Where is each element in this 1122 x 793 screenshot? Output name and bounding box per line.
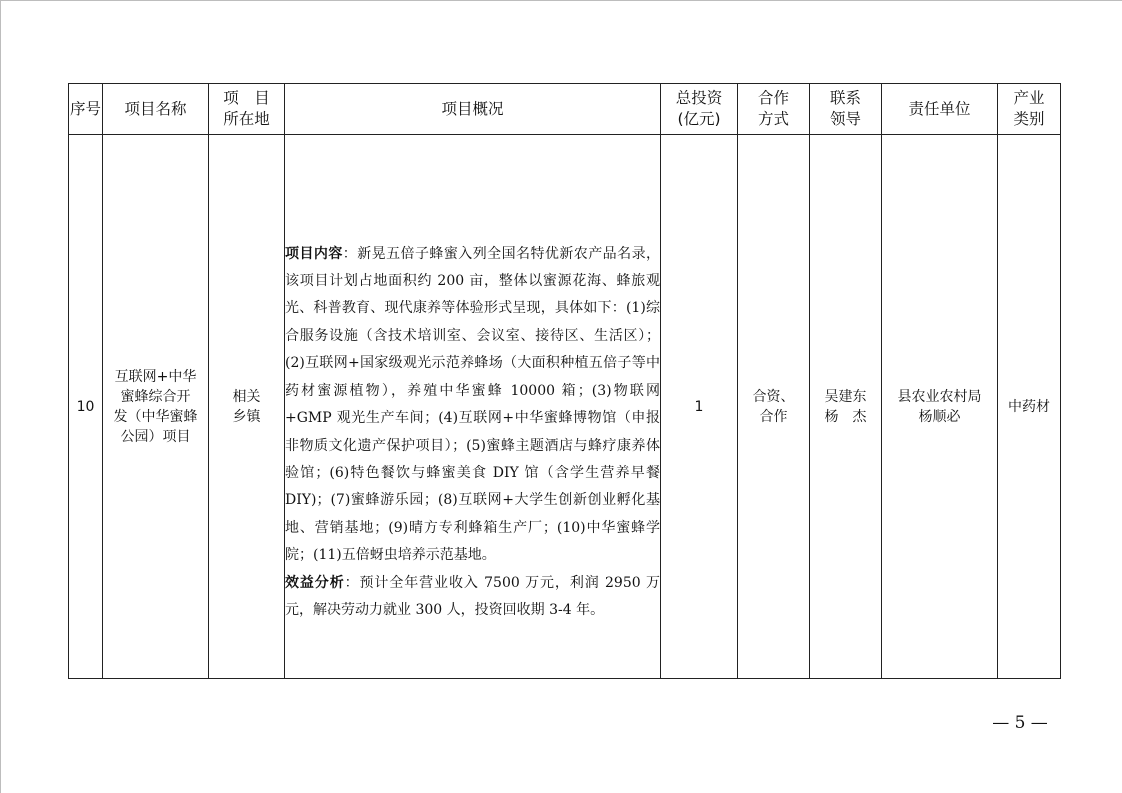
cell-location — [209, 135, 285, 679]
cell-investment — [661, 135, 738, 679]
seq-value: 10 — [76, 398, 95, 415]
header-overview — [285, 84, 661, 135]
cell-name — [103, 135, 209, 679]
header-location — [209, 84, 285, 135]
header-investment — [661, 84, 738, 135]
page-edge-left — [0, 0, 1, 793]
content-label: 项目内容 — [285, 245, 343, 262]
investment-value: 1 — [694, 398, 704, 415]
cell-overview — [285, 135, 661, 679]
header-investment-label: 总投资 (亿元) — [675, 89, 723, 128]
header-cooperation — [738, 84, 810, 135]
overview-text — [285, 189, 660, 625]
header-row — [69, 84, 1061, 135]
project-name: 互联网+中华 蜜蜂综合开 发（中华蜜蜂 公园）项目 — [113, 368, 198, 445]
cell-leader — [810, 135, 882, 679]
cell-category — [998, 135, 1061, 679]
contact-leader: 吴建东 杨 杰 — [824, 388, 867, 425]
page-number: — 5 — — [992, 713, 1048, 733]
table-row — [69, 135, 1061, 679]
header-unit — [882, 84, 998, 135]
header-location-label: 项 目 所在地 — [223, 89, 270, 128]
responsible-unit: 县农业农村局 杨顺必 — [897, 388, 982, 425]
header-unit-label: 责任单位 — [908, 99, 971, 118]
project-location: 相关 乡镇 — [232, 388, 261, 425]
cell-unit — [882, 135, 998, 679]
project-table — [68, 83, 1061, 679]
header-category — [998, 84, 1061, 135]
header-seq-label: 序号 — [69, 99, 101, 118]
cooperation-mode: 合资、 合作 — [752, 388, 795, 425]
header-overview-label: 项目概况 — [441, 99, 504, 118]
content-text: ：新晃五倍子蜂蜜入列全国名特优新农产品名录，该项目计划占地面积约 200 亩，整体以蜜源花海、蜂旅观光、科普教育、现代康养等体验形式呈现，具体如下：(1)综合服务设施（含技术培训室、会议室、接待区、生活区）；(2)互联网+国家级观光示范养蜂场（大面积种植五倍子等中药材蜜源植物），养殖中华蜜蜂 10000 箱；(3)物联网+GMP 观光生产车间；(4)互联网+中华蜜蜂博物馆（申报非物质文化遗产保护项目）；(5)蜜蜂主题酒店与蜂疗康养体验馆；(6)特色餐饮与蜂蜜美食 DIY 馆（含学生营养早餐 DIY)；(7)蜜蜂游乐园；(8)互联网+大学生创新创业孵化基地、营销基地；(9)晴方专利蜂箱生产厂；(10)中华蜜蜂学院；(11)五倍蚜虫培养示范基地。 — [285, 245, 661, 564]
page-edge-top — [0, 0, 1122, 1]
benefit-text: ：预计全年营业收入 7500 万元，利润 2950 万元，解决劳动力就业 300 人，投资回收期 3-4 年。 — [285, 574, 660, 618]
cell-cooperation — [738, 135, 810, 679]
header-cooperation-label: 合作 方式 — [757, 89, 789, 128]
header-name-label: 项目名称 — [124, 99, 187, 118]
header-seq — [69, 84, 103, 135]
industry-category: 中药材 — [1008, 398, 1050, 415]
header-leader — [810, 84, 882, 135]
benefit-label: 效益分析 — [285, 574, 345, 591]
cell-seq — [69, 135, 103, 679]
header-category-label: 产业 类别 — [1013, 89, 1045, 128]
header-leader-label: 联系 领导 — [829, 89, 861, 128]
header-name — [103, 84, 209, 135]
